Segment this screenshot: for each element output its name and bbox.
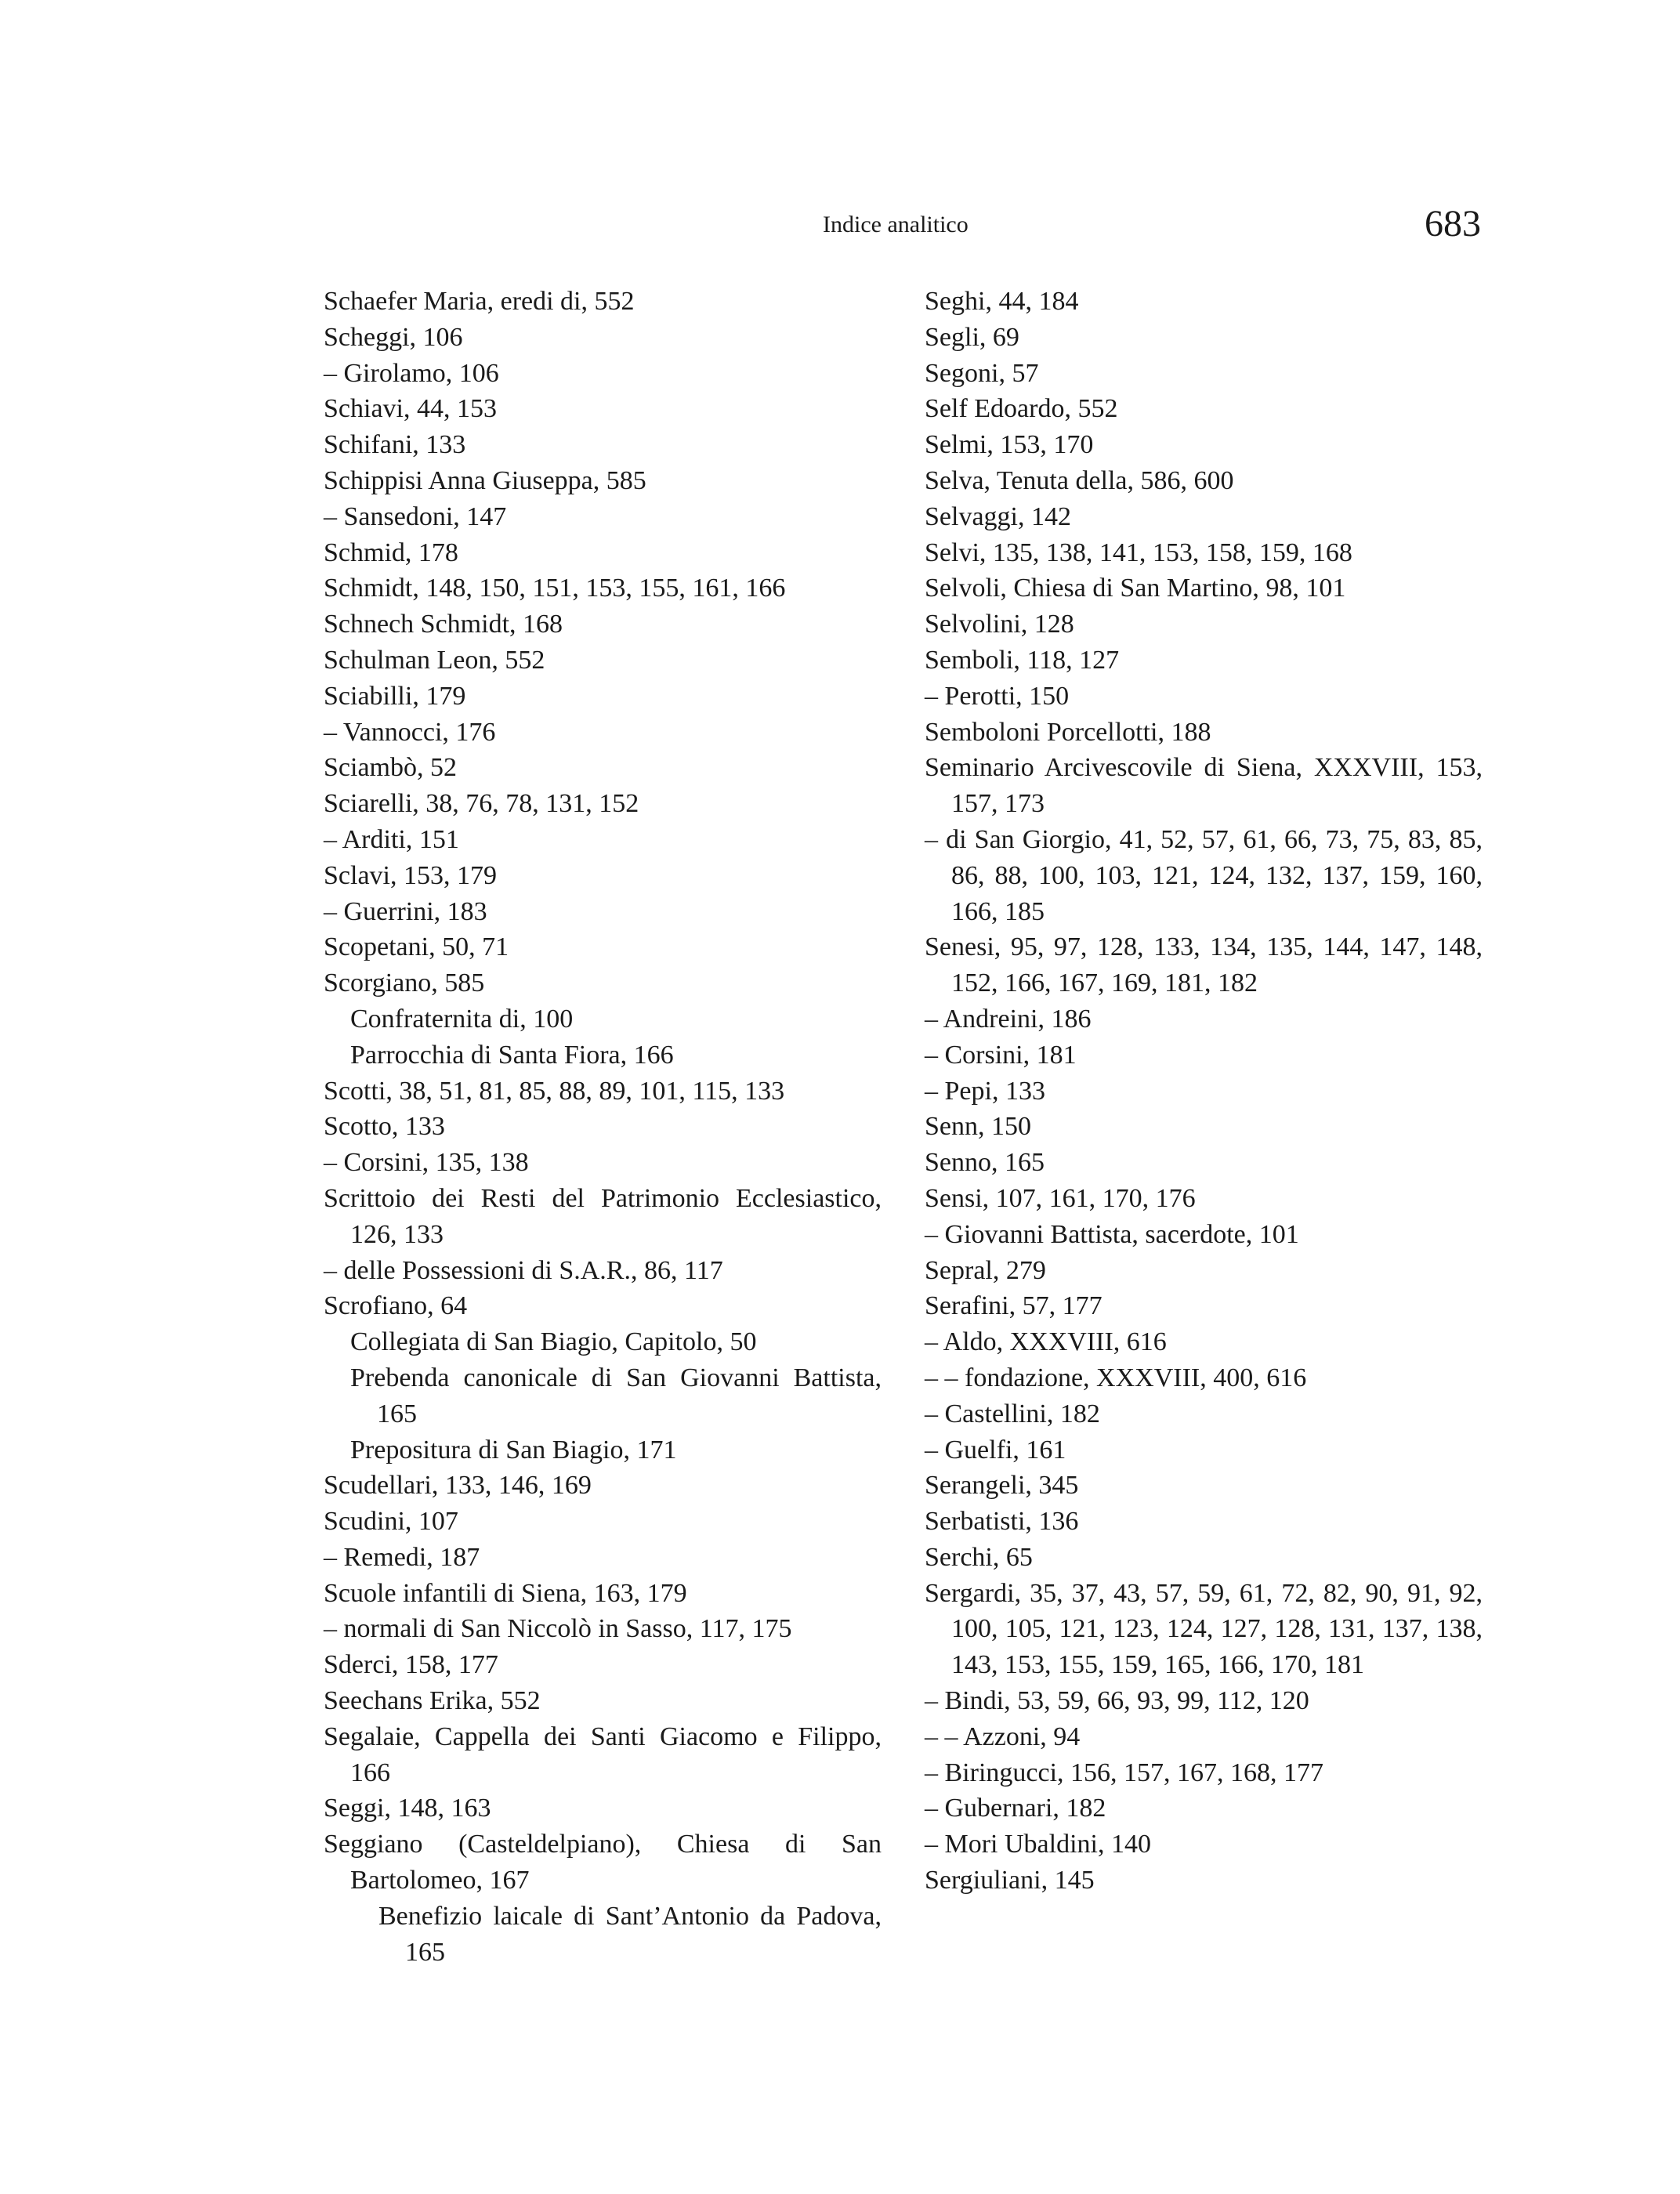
index-entry: Sciarelli, 38, 76, 78, 131, 152: [324, 789, 639, 819]
index-entry: Sergardi, 35, 37, 43, 57, 59, 61, 72, 82, 90, 91, 92, 100, 105, 121, 123, 124, 127, 128, 131, 137, 138, 143, 153, 155, 159, 165, 166, 170, 181: [925, 1578, 1483, 1680]
index-entry: – delle Possessioni di S.A.R., 86, 117: [324, 1255, 723, 1285]
index-entry: – Mori Ubaldini, 140: [925, 1830, 1151, 1859]
index-entry: – Remedi, 187: [324, 1542, 480, 1572]
index-entry: Selvaggi, 142: [925, 501, 1071, 531]
index-entry: Selva, Tenuta della, 586, 600: [925, 465, 1234, 495]
index-entry: – normali di San Niccolò in Sasso, 117, 175: [324, 1614, 792, 1644]
index-entry: Schiavi, 44, 153: [324, 394, 497, 424]
index-entry: Scrittoio dei Resti del Patrimonio Ecclesiastico, 126, 133: [324, 1183, 882, 1249]
index-entry: Schippisi Anna Giuseppa, 585: [324, 465, 646, 495]
index-entry: – Guerrini, 183: [324, 896, 487, 926]
index-entry: – Giovanni Battista, sacerdote, 101: [925, 1219, 1299, 1249]
page-number: 683: [1425, 203, 1481, 244]
index-entry: Serchi, 65: [925, 1542, 1033, 1572]
index-entry: Scudellari, 133, 146, 169: [324, 1471, 592, 1501]
running-header-title: Indice analitico: [823, 212, 969, 237]
index-entry: Scotti, 38, 51, 81, 85, 88, 89, 101, 115, 133: [324, 1076, 785, 1106]
index-entry: Semboli, 118, 127: [925, 645, 1120, 675]
index-entry: Schaefer Maria, eredi di, 552: [324, 287, 635, 316]
index-entry: Serangeli, 345: [925, 1471, 1079, 1501]
index-entry: Sepral, 279: [925, 1255, 1046, 1285]
index-entry: Seggiano (Casteldelpiano), Chiesa di San Bartolomeo, 167: [324, 1830, 882, 1895]
index-entry: Seghi, 44, 184: [925, 287, 1079, 316]
index-entry: Sergiuliani, 145: [925, 1866, 1095, 1895]
index-entry: Serafini, 57, 177: [925, 1291, 1102, 1321]
index-entry: – Corsini, 135, 138: [324, 1148, 529, 1178]
index-entry: Segoni, 57: [925, 358, 1039, 388]
index-entry: Seminario Arcivescovile di Siena, XXXVIII, 153, 157, 173: [925, 753, 1483, 819]
index-entry: Sciambò, 52: [324, 753, 457, 783]
index-entry: Sderci, 158, 177: [324, 1650, 498, 1680]
index-entry: Scotto, 133: [324, 1112, 445, 1142]
index-entry: Prebenda canonicale di San Giovanni Battista, 165: [350, 1363, 882, 1428]
index-entry: Semboloni Porcellotti, 188: [925, 717, 1211, 747]
index-column-left: [324, 284, 882, 1970]
index-entry: – – Azzoni, 94: [925, 1722, 1081, 1751]
index-entry: – Girolamo, 106: [324, 358, 499, 388]
index-entry: Scuole infantili di Siena, 163, 179: [324, 1578, 687, 1608]
index-entry: – Biringucci, 156, 157, 167, 168, 177: [925, 1758, 1324, 1787]
index-entry: – – fondazione, XXXVIII, 400, 616: [925, 1363, 1307, 1392]
index-entry: Schmid, 178: [324, 538, 458, 567]
index-entry: – Castellini, 182: [925, 1399, 1100, 1428]
index-entry: Seggi, 148, 163: [324, 1794, 491, 1823]
index-entry: Senn, 150: [925, 1112, 1031, 1142]
index-entry: – Gubernari, 182: [925, 1794, 1106, 1823]
index-entry: Senno, 165: [925, 1148, 1045, 1178]
index-entry: Sciabilli, 179: [324, 681, 466, 711]
index-entry: Selvolini, 128: [925, 610, 1074, 639]
index-entry: Segli, 69: [925, 322, 1019, 352]
index-entry: Selmi, 153, 170: [925, 430, 1094, 460]
index-entry: Benefizio laicale di Sant’Antonio da Padova, 165: [378, 1901, 882, 1967]
index-entry: Self Edoardo, 552: [925, 394, 1118, 424]
index-entry: – Sansedoni, 147: [324, 501, 507, 531]
index-entry: Scheggi, 106: [324, 322, 463, 352]
index-entry: Selvoli, Chiesa di San Martino, 98, 101: [925, 574, 1346, 603]
index-entry: – Andreini, 186: [925, 1004, 1092, 1034]
index-entry: Parrocchia di Santa Fiora, 166: [350, 1040, 674, 1070]
index-entry: Schifani, 133: [324, 430, 466, 460]
index-entry: Schmidt, 148, 150, 151, 153, 155, 161, 166: [324, 574, 786, 603]
index-entry: Schulman Leon, 552: [324, 645, 545, 675]
index-entry: Prepositura di San Biagio, 171: [350, 1435, 677, 1464]
index-entry: Segalaie, Cappella dei Santi Giacomo e Filippo, 166: [324, 1722, 882, 1787]
index-entry: Confraternita di, 100: [350, 1004, 574, 1034]
index-entry: Scopetani, 50, 71: [324, 932, 509, 962]
index-entry: Serbatisti, 136: [925, 1507, 1079, 1537]
index-entry: – Arditi, 151: [324, 824, 459, 854]
index-entry: – Pepi, 133: [925, 1076, 1045, 1106]
index-entry: Scrofiano, 64: [324, 1291, 468, 1321]
index-entry: Sclavi, 153, 179: [324, 860, 497, 890]
index-entry: – Bindi, 53, 59, 66, 93, 99, 112, 120: [925, 1686, 1309, 1716]
index-entry: – Guelfi, 161: [925, 1435, 1066, 1464]
index-entry: Scudini, 107: [324, 1507, 458, 1537]
index-entry: – Aldo, XXXVIII, 616: [925, 1327, 1167, 1357]
index-entry: Senesi, 95, 97, 128, 133, 134, 135, 144, 147, 148, 152, 166, 167, 169, 181, 182: [925, 932, 1483, 998]
index-entry: – Vannocci, 176: [324, 717, 496, 747]
index-entry: – di San Giorgio, 41, 52, 57, 61, 66, 73, 75, 83, 85, 86, 88, 100, 103, 121, 124, 132, 137, 159, 160, 166, 185: [925, 824, 1483, 926]
index-entry: – Corsini, 181: [925, 1040, 1077, 1070]
index-entry: Collegiata di San Biagio, Capitolo, 50: [350, 1327, 757, 1357]
index-entry: Selvi, 135, 138, 141, 153, 158, 159, 168: [925, 538, 1352, 567]
index-entry: Seechans Erika, 552: [324, 1686, 541, 1716]
index-entry: – Perotti, 150: [925, 681, 1070, 711]
index-column-right: [925, 284, 1483, 1899]
index-entry: Schnech Schmidt, 168: [324, 610, 563, 639]
index-entry: Sensi, 107, 161, 170, 176: [925, 1183, 1196, 1213]
index-entry: Scorgiano, 585: [324, 968, 485, 998]
